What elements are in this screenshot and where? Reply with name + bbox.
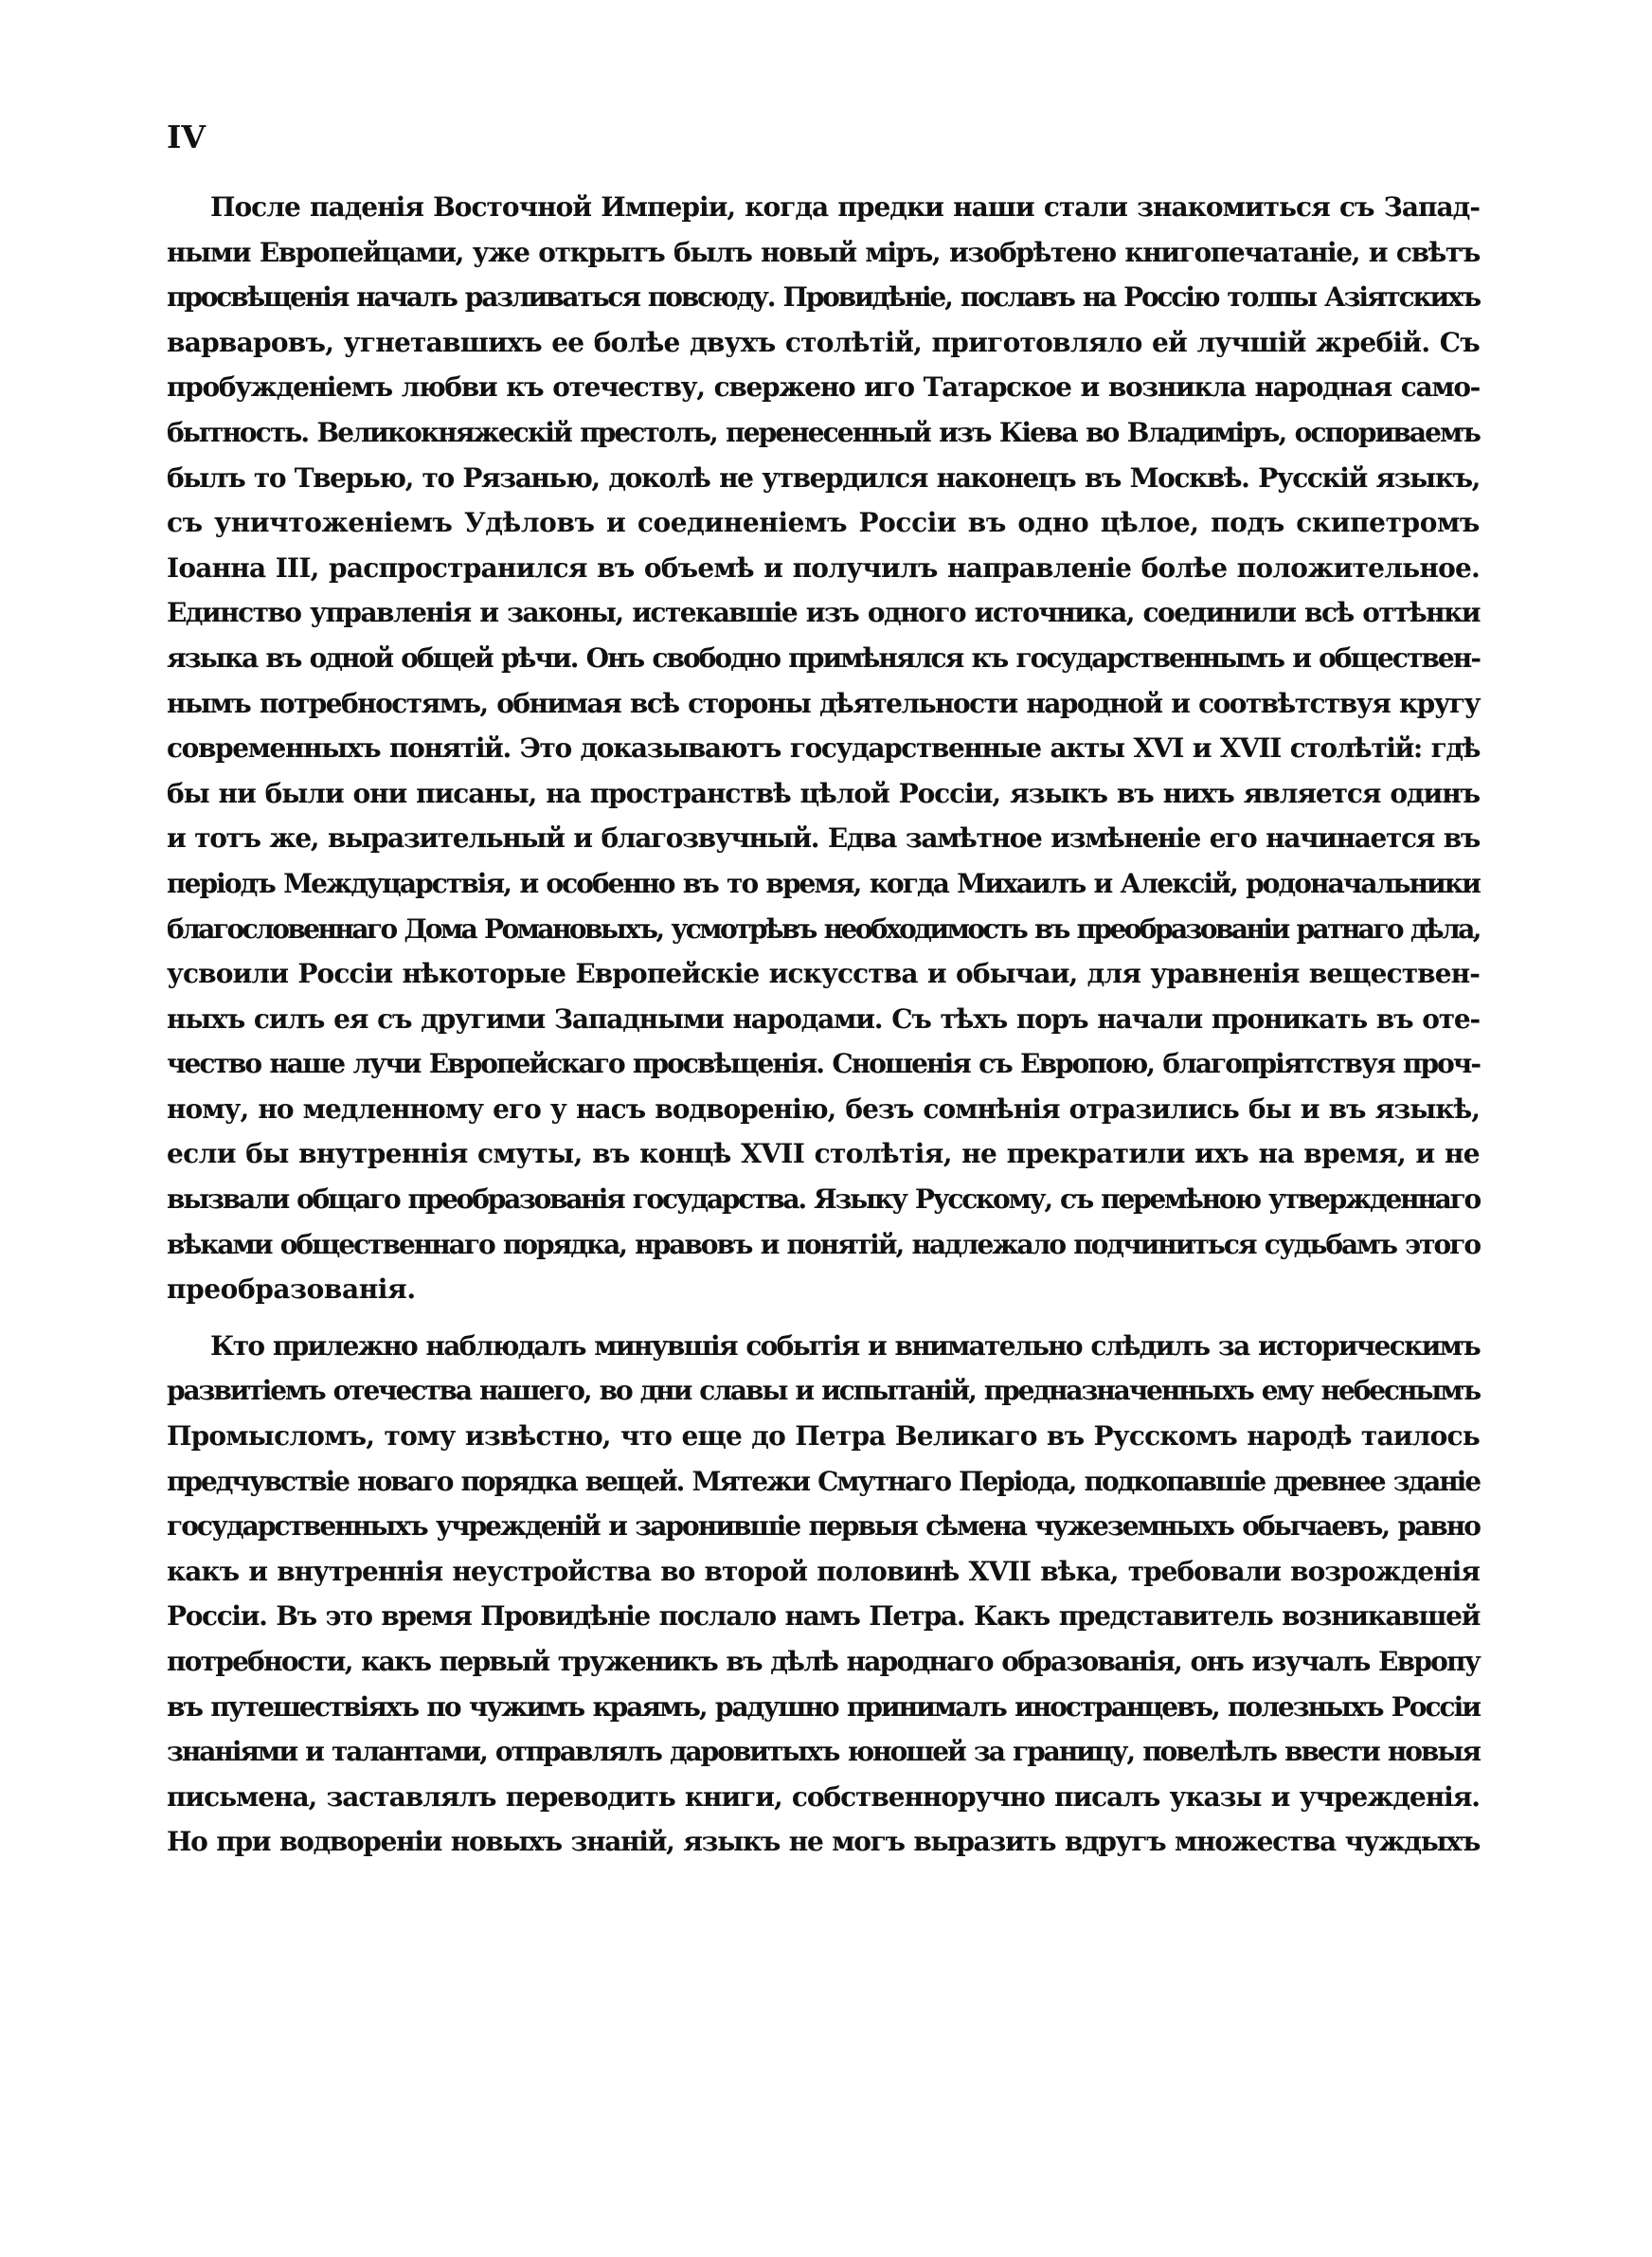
text-line: чество наше лучи Европейскаго просвѣщенія. Сношенія съ Европою, благопріятствуя проч- (167, 1048, 1480, 1080)
text-line: Промысломъ, тому извѣстно, что еще до Петра Великаго въ Русскомъ народѣ таилось (167, 1420, 1480, 1453)
text-line: просвѣщенія началъ разливаться повсюду. Провидѣніе, пославъ на Россію толпы Азіятскихъ (167, 281, 1480, 314)
text-line: былъ то Тверью, то Рязанью, доколѣ не утвердился наконецъ въ Москвѣ. Русскій языкъ, (167, 461, 1480, 494)
text-line: знаніями и талантами, отправлялъ даровитыхъ юношей за границу, повелѣлъ ввести новыя (167, 1736, 1480, 1768)
text-line: варваровъ, угнетавшихъ ее болѣе двухъ столѣтій, приготовляло ей лучшій жребій. Съ (167, 326, 1480, 358)
text-line: развитіемъ отечества нашего, во дни славы и испытаній, предназначенныхъ ему небеснымъ (167, 1375, 1480, 1407)
text-line: благословеннаго Дома Романовыхъ, усмотрѣвъ необходимость въ преобразованіи ратнаго дѣла, (167, 912, 1480, 945)
text-line: вызвали общаго преобразованія государства. Языку Русскому, съ перемѣною утвержденнаго (167, 1183, 1480, 1216)
text-line: и тотъ же, выразительный и благозвучный. Едва замѣтное измѣненіе его начинается въ (167, 822, 1480, 855)
text-line: языка въ одной общей рѣчи. Онъ свободно примѣнялся къ государственнымъ и обществен- (167, 641, 1480, 674)
text-line: усвоили Россіи нѣкоторые Европейскіе искусства и обычаи, для уравненія веществен- (167, 958, 1480, 990)
text-line: съ уничтоженіемъ Удѣловъ и соединеніемъ Россіи въ одно цѣлое, подъ скипетромъ (167, 507, 1480, 539)
paragraph-gap (167, 1312, 1480, 1324)
text-line: Единство управленія и законы, истекавшіе изъ одного источника, соединили всѣ оттѣнки (167, 597, 1480, 629)
text-line: періодъ Междуцарствія, и особенно въ то время, когда Михаилъ и Алексій, родоначальники (167, 867, 1480, 899)
text-line: нымъ потребностямъ, обнимая всѣ стороны дѣятельности народной и соотвѣтствуя кругу (167, 687, 1480, 719)
text-line: письмена, заставлялъ переводить книги, собственноручно писалъ указы и учрежденія. (167, 1780, 1480, 1813)
text-line: современныхъ понятій. Это доказываютъ государственные акты XVI и XVII столѣтій: гдѣ (167, 732, 1480, 765)
text-line: ныхъ силъ ея съ другими Западными народами. Съ тѣхъ поръ начали проникать въ оте- (167, 1002, 1480, 1035)
text-line: Но при водвореніи новыхъ знаній, языкъ не могъ выразить вдругъ множества чуждыхъ (167, 1826, 1480, 1858)
text-line: вѣками общественнаго порядка, нравовъ и понятій, надлежало подчиниться судьбамъ этого (167, 1228, 1480, 1260)
text-line: ными Европейцами, уже открытъ былъ новый міръ, изобрѣтено книгопечатаніе, и свѣтъ (167, 236, 1480, 268)
text-line: какъ и внутреннія неустройства во второй половинѣ XVII вѣка, требовали возрожденія (167, 1555, 1480, 1587)
text-line: ному, но медленному его у насъ водворенію, безъ сомнѣнія отразились бы и въ языкѣ, (167, 1092, 1480, 1125)
text-line: бы ни были они писаны, на пространствѣ цѣлой Россіи, языкъ въ нихъ является одинъ (167, 777, 1480, 809)
text-line: Кто прилежно наблюдалъ минувшія событія и внимательно слѣдилъ за историческимъ (210, 1329, 1480, 1362)
text-line: После паденія Восточной Имперіи, когда предки наши стали знакомиться съ Запад- (210, 191, 1480, 223)
text-line: въ путешествіяхъ по чужимъ краямъ, радушно принималъ иностранцевъ, полезныхъ Россіи (167, 1690, 1480, 1723)
text-line: преобразованія. (167, 1273, 416, 1306)
text-line: Россіи. Въ это время Провидѣніе послало намъ Петра. Какъ представитель возникавшей (167, 1600, 1480, 1633)
text-line: бытность. Великокняжескій престолъ, перенесенный изъ Кіева во Владиміръ, оспориваемъ (167, 416, 1480, 448)
text-line: Іоанна III, распространился въ объемѣ и получилъ направленіе болѣе положительное. (167, 551, 1480, 584)
text-line: если бы внутреннія смуты, въ концѣ XVII столѣтія, не прекратили ихъ на время, и не (167, 1138, 1480, 1170)
body-text (167, 185, 1480, 1865)
page-number: IV (167, 118, 206, 155)
text-line: пробужденіемъ любви къ отечеству, свержено иго Татарское и возникла народная само- (167, 371, 1480, 404)
text-line: предчувствіе новаго порядка вещей. Мятежи Смутнаго Періода, подкопавшіе древнее зданіе (167, 1465, 1480, 1497)
paragraph-2 (167, 1324, 1480, 1865)
text-line: потребности, какъ первый труженикъ въ дѣлѣ народнаго образованія, онъ изучалъ Европу (167, 1646, 1480, 1677)
paragraph-1 (167, 185, 1480, 1312)
text-line: государственныхъ учрежденій и заронившіе первыя сѣмена чужеземныхъ обычаевъ, равно (167, 1510, 1480, 1543)
